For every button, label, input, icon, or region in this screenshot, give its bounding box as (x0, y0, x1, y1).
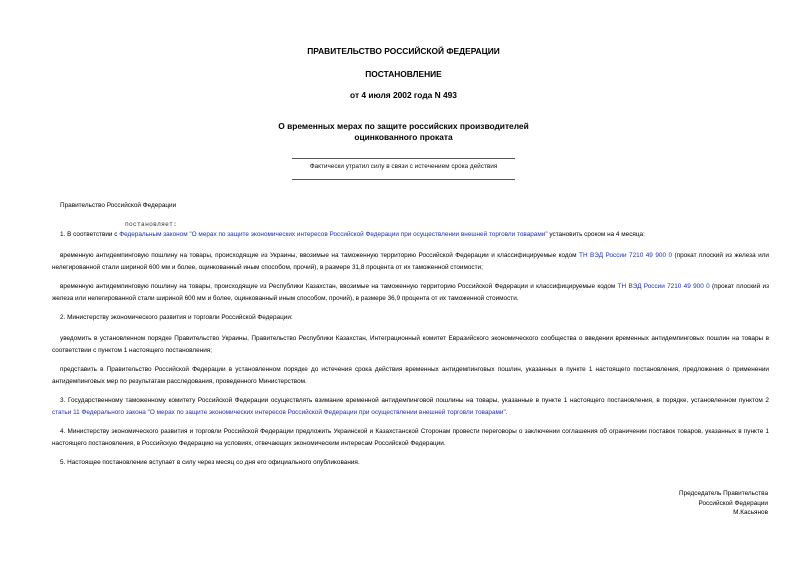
p3-text-b: (прокат плоский из железа или нелегированной стали шириной 600 мм и более, оцинкованный иным способом, прочий), в размере 36,9 процента от их таможенной стоимости. (52, 283, 769, 302)
law-article-11-link[interactable]: статьи 11 Федерального закона "О мерах по защите экономических интересов Российской Федерации при осуществлении внешней торговли товарами" (52, 409, 506, 416)
p2-text-b: (прокат плоский из железа или нелегированной стали шириной 600 мм и более, оцинкованный иным способом, прочий), в размере 31,8 процента от их таможенной стоимости; (52, 252, 769, 271)
document-title-line-1: О временных мерах по защите российских производителей (278, 121, 529, 131)
p9-text: 5. Настоящее постановление вступает в силу через месяц со дня его официального опубликования. (60, 459, 360, 466)
p1-text-a: 1. В соответствии с (60, 231, 120, 238)
p6-text: представить в Правительство Российской Федерации в установленном порядке до истечения срока действия временных антидемпинговых пошлин, указанных в пункте 1 настоящего постановления, предложения о применении антидемпинговых мер по результатам расследования, проведенного Министерством. (52, 366, 769, 385)
document-type-heading: ПОСТАНОВЛЕНИЕ (365, 69, 442, 79)
p2-text-a: временную антидемпинговую пошлину на товары, происходящие из Украины, ввозимые на таможенную территорию Российской Федерации и классифицируемые кодом (60, 252, 580, 259)
intro-text: Правительство Российской Федерации (60, 202, 177, 209)
federal-law-link[interactable]: Федеральным законом "О мерах по защите экономических интересов Российской Федерации при осуществлении внешней торговли товарами" (119, 231, 548, 238)
paragraph-4 (52, 426, 769, 450)
intro-paragraph (52, 200, 769, 212)
paragraph-ukraine-duty (52, 250, 769, 274)
tn-ved-code-link-1[interactable]: ТН ВЭД России 7210 49 900 0 (579, 252, 673, 259)
paragraph-notify (52, 333, 769, 357)
p8-text: 4. Министерству экономического развития и торговли Российской Федерации предложить Украинской и Казахстанской Сторонам провести переговоры о заключении соглашения об ограничении поставок товаров, указанных в пункте 1 настоящего постановления, в Российскую Федерацию на условиях, отвечающих экономическим интересам Российской Федерации. (52, 428, 769, 447)
p4-text: 2. Министерству экономического развития и торговли Российской Федерации: (60, 314, 293, 321)
p5-text: уведомить в установленном порядке Правительство Украины, Правительство Республики Казахстан, Интеграционный комитет Евразийского экономического сообщества о введении временных антидемпинговых пошлин на товары в соответствии с пунктом 1 настоящего постановления; (52, 335, 769, 354)
signature-name: М.Касьянов (733, 509, 768, 517)
paragraph-1 (52, 229, 769, 241)
status-bottom-divider (292, 179, 515, 180)
paragraph-5 (52, 457, 769, 469)
signature-block (560, 489, 768, 518)
p1-text-b: установить сроком на 4 месяца: (547, 231, 645, 238)
decrees-text: постановляет: (125, 221, 178, 228)
signature-country: Российской Федерации (698, 499, 768, 507)
document-title-line-2: оцинкованного проката (354, 132, 453, 142)
paragraph-proposals (52, 364, 769, 388)
tn-ved-code-link-2[interactable]: ТН ВЭД России 7210 49 900 0 (617, 283, 710, 290)
paragraph-2 (52, 312, 769, 324)
government-heading: ПРАВИТЕЛЬСТВО РОССИЙСКОЙ ФЕДЕРАЦИИ (307, 46, 500, 56)
status-note: Фактически утратил силу в связи с истечением срока действия (309, 163, 498, 170)
paragraph-3 (52, 395, 769, 419)
paragraph-kazakhstan-duty (52, 281, 769, 305)
p3-text-a: временную антидемпинговую пошлину на товары, происходящие из Республики Казахстан, ввозимые на таможенную территорию Российской Федерации и классифицируемые кодом (60, 283, 618, 290)
signature-position: Председатель Правительства (679, 490, 768, 497)
status-top-divider (292, 158, 515, 159)
p7-text-b: . (505, 409, 508, 416)
p7-text-a: 3. Государственному таможенному комитету Российской Федерации осуществлять взимание временной антидемпинговой пошлины на товары, указанные в пункте 1 настоящего постановления, в порядке, установленном пунктом 2 (60, 397, 769, 404)
document-date-number: от 4 июля 2002 года N 493 (350, 90, 457, 100)
